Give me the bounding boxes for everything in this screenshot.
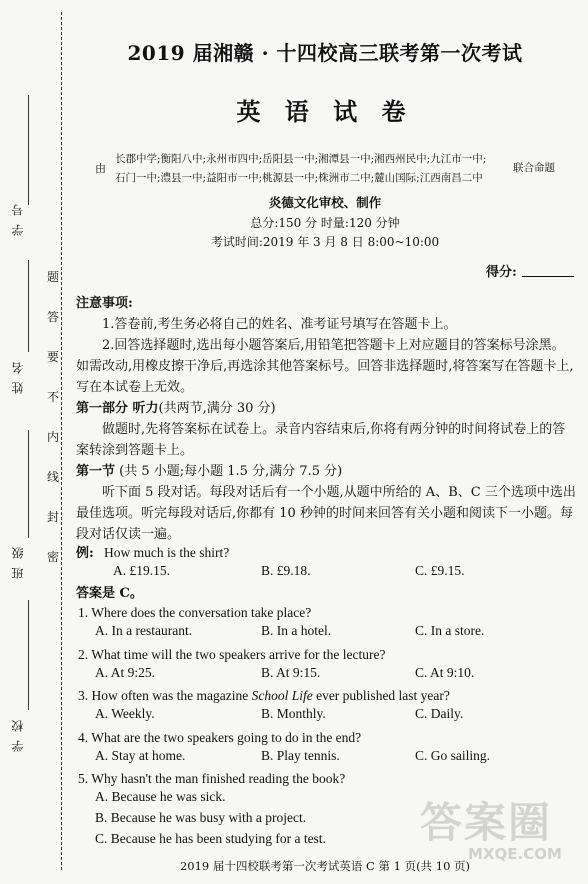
q3-text-post: ever published last year? [312,688,450,703]
seal-char: 不 [47,390,60,404]
seal-char: 密 [47,550,60,564]
notice-item-1: 1.答卷前,考生务必将自己的姓名、准考证号填写在答题卡上。 [102,317,457,332]
name-label: 姓 名 [11,360,25,394]
name-line [28,260,29,352]
q4-option-a: A. Stay at home. [95,748,186,763]
schools-line-2: 石门一中;澧县一中;益阳市一中;桃源县一中;株洲市二中;麓山国际;江西南昌二中 [115,172,483,184]
question-2: 2. What time will the two speakers arrive for the lecture? [78,647,386,662]
seal-char: 封 [47,510,60,524]
seal-char: 内 [47,430,60,444]
seal-char: 要 [47,350,60,364]
class-line [28,430,29,538]
seal-char: 答 [47,310,60,324]
score-blank[interactable] [522,276,574,277]
section1-note: (共 5 小题;每小题 1.5 分,满分 7.5 分) [119,464,343,479]
q2-option-b: B. At 9:15. [261,665,321,680]
exam-time: 考试时间:2019 年 3 月 8 日 8:00~10:00 [210,235,440,249]
section1-title: 第一节 [76,464,116,479]
part1-heading [76,398,576,419]
q2-option-c: C. At 9:10. [415,665,475,680]
seal-dashed-line [61,12,62,870]
exam-title: 2019 届湘赣 · 十四校高三联考第一次考试 [127,41,523,65]
example-option-b: B. £9.18. [261,563,311,578]
example-question: How much is the shirt? [103,545,230,560]
q5-option-b: B. Because he was busy with a project. [95,810,307,825]
notice-heading: 注意事项: [76,296,133,311]
exam-subtitle: 英 语 试 卷 [236,97,414,126]
class-label: 班 级 [11,545,25,579]
example-row [76,542,576,564]
example-label: 例: [76,546,94,561]
student-id-label: 学 号 [11,202,25,236]
seal-char: 题 [47,270,60,284]
schools-line-1: 长郡中学;衡阳八中;永州市四中;岳阳县一中;湘潭县一中;湘西州民中;九江市一中; [115,153,487,165]
q3-option-a: A. Weekly. [95,706,155,721]
part1-note: (共两节,满分 30 分) [158,401,276,416]
by-label: 由 [95,162,106,175]
part1-title: 第一部分 听力 [76,401,159,416]
q2-option-a: A. At 9:25. [95,665,156,680]
q5-option-c: C. Because he has been studying for a test. [95,831,326,846]
question-1: 1. Where does the conversation take place? [78,605,312,620]
score-label: 得分: [486,265,517,280]
q3-text-pre: 3. How often was the magazine [78,688,252,703]
q5-option-a: A. Because he was sick. [95,789,226,804]
student-id-line [28,95,29,205]
question-5: 5. Why hasn't the man finished reading the book? [78,771,346,786]
q3-option-b: B. Monthly. [261,706,326,721]
exam-total: 总分:150 分 时量:120 分钟 [250,216,400,230]
schools-list [115,150,505,188]
question-3 [78,685,578,706]
q3-magazine-title: School Life [251,688,313,703]
q3-option-c: C. Daily. [415,706,464,721]
producer: 炎德文化审校、制作 [268,195,382,210]
school-line [28,600,29,710]
joint-label: 联合命题 [513,162,555,174]
example-option-a: A. £19.15. [113,563,170,578]
section1-instruction: 听下面 5 段对话。每段对话后有一个小题,从题中所给的 A、B、C 三个选项中选出最佳选项。听完每段对话后,你都有 10 秒钟的时间来回答有关小题和阅读下一小题。每段对话仅读一遍。 [76,485,576,542]
example-answer: 答案是 C。 [76,586,143,601]
q1-option-a: A. In a restaurant. [95,623,193,638]
watermark-url: MXQE.COM [468,845,562,863]
question-4: 4. What are the two speakers going to do in the end? [78,730,362,745]
q1-option-c: C. In a store. [415,623,485,638]
page-footer: 2019 届十四校联考第一次考试英语 C 第 1 页(共 10 页) [179,859,471,873]
seal-char: 线 [47,470,60,484]
q4-option-c: C. Go sailing. [415,748,491,763]
example-option-c: C. £9.15. [415,563,465,578]
school-label: 学 校 [11,718,25,752]
section1-heading [76,461,576,482]
part1-instruction: 做题时,先将答案标在试卷上。录音内容结束后,你将有两分钟的时间将试卷上的答案转涂到答题卡上。 [76,422,566,458]
q1-option-b: B. In a hotel. [261,623,332,638]
watermark-logo: 答案圈 [420,798,553,847]
notice-item-2: 2.回答选择题时,选出每小题答案后,用铅笔把答题卡上对应题目的答案标号涂黑。如需改动,用橡皮擦干净后,再选涂其他答案标号。回答非选择题时,将答案写在答题卡上,写在本试卷上无效。 [76,338,574,395]
q4-option-b: B. Play tennis. [261,748,340,763]
